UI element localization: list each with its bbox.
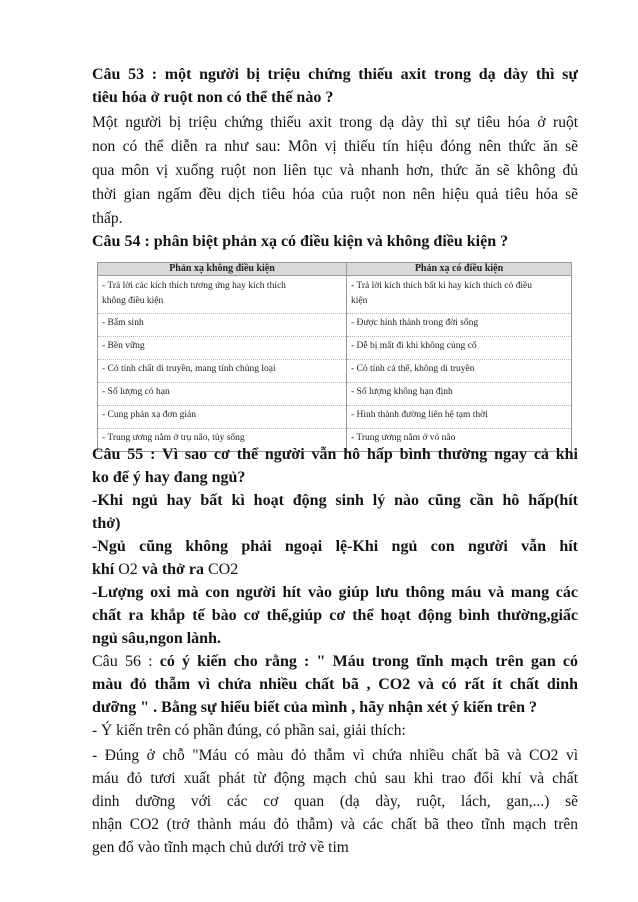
q55-title-line-2: ko để ý hay đang ngủ? — [92, 469, 246, 486]
table-cell: - Bền vững — [98, 337, 347, 360]
q55-title-line-1: Câu 55 : Vì sao cơ thể người vẫn hô hấp bình thường ngay cả khi — [92, 446, 578, 463]
q56-intro: - Ý kiến trên có phần đúng, có phần sai, giải thích: — [92, 722, 406, 739]
reflex-comparison-table — [97, 262, 572, 452]
question-53 — [92, 63, 578, 109]
table-cell — [98, 276, 347, 314]
q56-title-text: có ý kiến cho rằng : " Máu trong tĩnh mạch trên gan có — [159, 653, 578, 670]
q53-answer — [92, 111, 578, 231]
q55-answer-line: chất ra khắp tế bào cơ thể,giúp cơ thể hoạt động bình thường,giấc — [92, 607, 578, 624]
q55-text-bold: và thở ra — [137, 561, 208, 578]
q55-answer-line: ngủ sâu,ngon lành. — [92, 630, 221, 647]
q56-title-line-3: dưỡng " . Bằng sự hiểu biết của mình , hãy nhận xét ý kiến trên ? — [92, 699, 538, 716]
table-cell: - Hình thành đường liên hệ tạm thời — [347, 406, 572, 429]
q56-title-line-2: màu đỏ thẫm vì chứa nhiều chất bã , CO2 và có rất ít chất dinh — [92, 676, 578, 693]
q53-answer-line: Một người bị triệu chứng thiếu axit trong dạ dày thì sự tiêu hóa ở ruột — [92, 114, 578, 131]
q55-answer-line — [92, 558, 578, 581]
table-cell-text: - Trả lời kích thích bất kì hay kích thích có điều — [351, 281, 533, 291]
q56-answer-line: - Đúng ở chỗ "Máu có màu đỏ thẫm vì chứa nhiều chất bã và CO2 vì — [92, 747, 578, 764]
q53-answer-line: qua môn vị xuống ruột non liên tục và nhanh hơn, thức ăn sẽ không đủ — [92, 162, 578, 179]
table-cell-text: - Trả lời các kích thích tương ứng hay kích thích — [102, 281, 286, 291]
table-cell: - Dễ bị mất đi khi không củng cố — [347, 337, 572, 360]
table-cell: - Có tính chất di truyền, mang tính chủng loại — [98, 360, 347, 383]
table-cell: - Bẩm sinh — [98, 314, 347, 337]
q55-answer-line: thở) — [92, 515, 121, 532]
table-cell: - Số lượng không hạn định — [347, 383, 572, 406]
q53-answer-line: thời gian ngấm đều dịch tiêu hóa của ruột non nên hiệu quả tiêu hóa sẽ — [92, 186, 578, 203]
table-header-unconditioned: Phản xạ không điều kiện — [98, 263, 347, 276]
table-cell: - Số lượng có hạn — [98, 383, 347, 406]
q55-answer-line: -Ngủ cũng không phải ngoại lệ-Khi ngủ con người vẫn hít — [92, 538, 578, 555]
q56-answer-line: máu đỏ tươi xuất phát từ động mạch chủ sau khi trao đổi khí và chất — [92, 770, 578, 787]
q55-answer-line: -Lượng oxi mà con người hít vào giúp lưu thông máu và mang các — [92, 584, 578, 601]
table-cell-text: không điều kiện — [102, 296, 164, 306]
q56-answer-line: dinh dưỡng với các cơ quan (dạ dày, ruột, lách, gan,...) sẽ — [92, 793, 578, 810]
q53-title-line-1: Câu 53 : một người bị triệu chứng thiếu axit trong dạ dày thì sự — [92, 66, 578, 83]
table-row — [98, 360, 572, 383]
question-56 — [92, 650, 578, 742]
table-cell: - Có tính cá thể, không di truyền — [347, 360, 572, 383]
table-row — [98, 314, 572, 337]
q55-text-normal: O2 — [118, 561, 138, 578]
table-cell — [347, 276, 572, 314]
table-cell: - Được hình thành trong đời sống — [347, 314, 572, 337]
q53-answer-line: thấp. — [92, 210, 123, 227]
table-header-conditioned: Phản xạ có điều kiện — [347, 263, 572, 276]
table-row — [98, 337, 572, 360]
q56-answer — [92, 744, 578, 859]
q56-answer-line: nhận CO2 (trở thành máu đỏ thẫm) và các chất bã theo tĩnh mạch trên — [92, 816, 578, 833]
q54-title: Câu 54 : phân biệt phản xạ có điều kiện và không điều kiện ? — [92, 233, 509, 250]
question-55 — [92, 443, 578, 650]
q55-answer-line: -Khi ngủ hay bất kì hoạt động sinh lý nào cũng cần hô hấp(hít — [92, 492, 578, 509]
table-row — [98, 406, 572, 429]
q56-title-line-1 — [92, 650, 578, 673]
question-54 — [92, 230, 578, 253]
table-cell: - Trung ương nằm ở trụ não, tủy sống — [98, 429, 347, 452]
table-row — [98, 276, 572, 314]
q56-prefix: Câu 56 : — [92, 653, 160, 670]
q56-answer-line: gen đổ vào tĩnh mạch chủ dưới trở về tim — [92, 839, 349, 856]
q55-text-bold: khí — [92, 561, 119, 578]
q53-title-line-2: tiêu hóa ở ruột non có thể thế nào ? — [92, 89, 334, 106]
table-header-row — [98, 263, 572, 276]
table-row — [98, 383, 572, 406]
table-cell: - Trung ương nằm ở vỏ não — [347, 429, 572, 452]
q55-text-normal: CO2 — [208, 561, 239, 578]
table-cell: - Cung phản xạ đơn giản — [98, 406, 347, 429]
table-cell-text: kiện — [351, 296, 368, 306]
q53-answer-line: non có thể diễn ra như sau: Môn vị thiếu tín hiệu đóng nên thức ăn sẽ — [92, 138, 578, 155]
